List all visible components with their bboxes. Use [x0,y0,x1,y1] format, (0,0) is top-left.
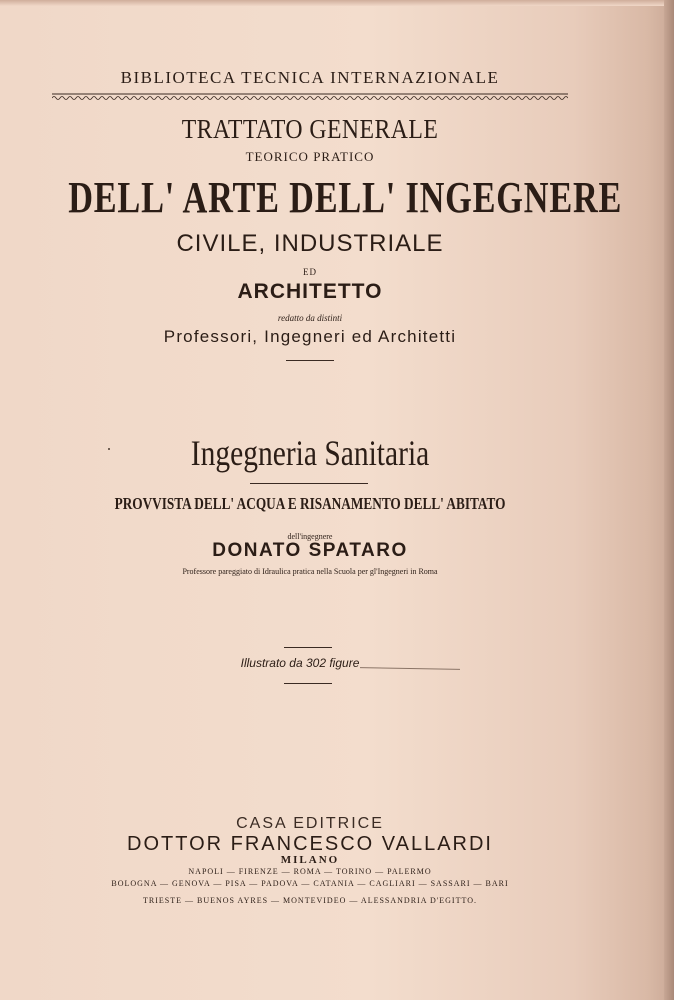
branches-line-2: BOLOGNA — GENOVA — PISA — PADOVA — CATANIA — CAGLIARI — SASSARI — BARI [111,879,509,888]
illus-rule-bottom [284,683,332,684]
title-line-4: CIVILE, INDUSTRIALE [176,230,444,257]
wavy-rule [52,92,568,102]
branches-line-1: NAPOLI — FIRENZE — ROMA — TORINO — PALERMO [188,867,432,876]
series-title: BIBLIOTECA TECNICA INTERNAZIONALE [120,68,500,87]
title-line-2: TEORICO PRATICO [245,149,375,164]
publisher-house: CASA EDITRICE [236,815,384,832]
illus-rule-top [284,647,332,648]
publisher-city: MILANO [280,854,340,866]
publisher-name: DOTTOR FRANCESCO VALLARDI [127,833,493,855]
page-top-edge [0,0,674,6]
volume-subtitle: PROVVISTA DELL' ACQUA E RISANAMENTO DELL' ABITATO [114,494,506,513]
divider-rule [286,360,334,361]
subject-rule [250,483,368,484]
author-description: Professore pareggiato di Idraulica pratica nella Scuola per gl'Ingegneri in Roma [182,567,438,576]
branches-line-3: TRIESTE — BUENOS AYRES — MONTEVIDEO — ALESSANDRIA D'EGITTO. [142,896,477,905]
page-right-edge [664,0,674,1000]
author-name: DONATO SPATARO [212,540,408,561]
illustrations-note: Illustrato da 302 figure [240,656,360,670]
title-line-7: redatto da distinti [277,313,343,323]
title-line-5: ED [303,267,317,277]
volume-subject: Ingegneria Sanitaria [190,433,430,473]
title-line-6: ARCHITETTO [237,280,383,303]
author-prefix: dell'ingegnere [287,532,333,541]
title-line-8: Professori, Ingegneri ed Architetti [163,327,457,346]
main-title: DELL' ARTE DELL' INGEGNERE [68,173,623,222]
title-line-1: TRATTATO GENERALE [181,114,439,144]
